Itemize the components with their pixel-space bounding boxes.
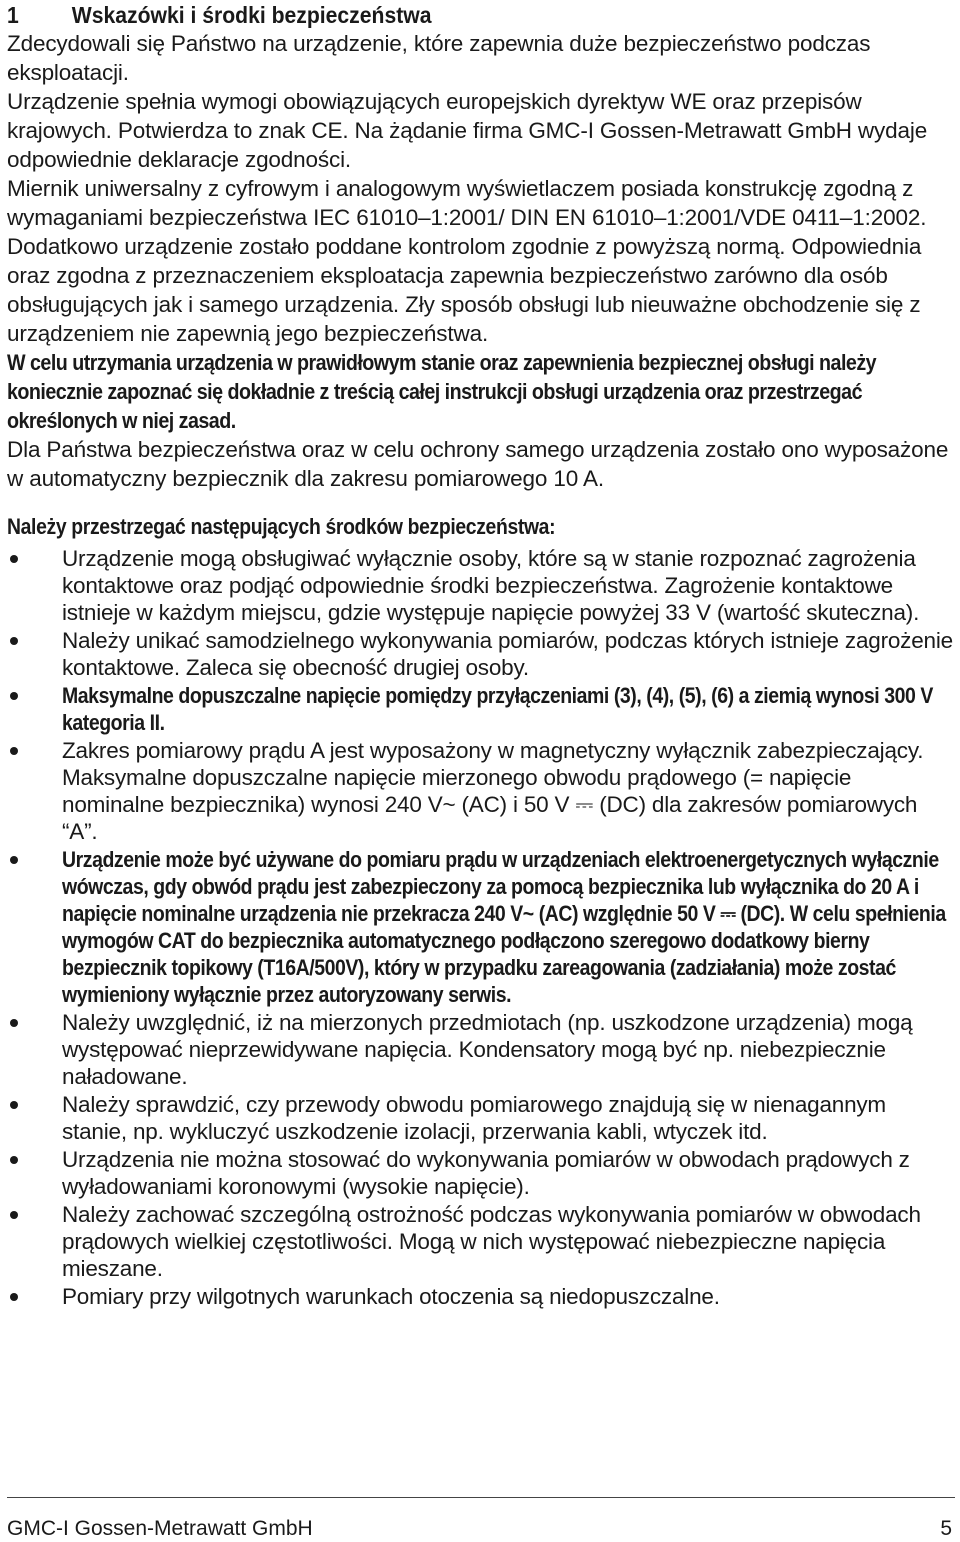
measures-heading: Należy przestrzegać następujących środków bezpieczeństwa:: [7, 514, 556, 539]
bullet-icon: [10, 1101, 18, 1109]
list-item-text: Maksymalne dopuszczalne napięcie pomiędzy przyłączeniami (3), (4), (5), (6) a ziemią wynosi 300 V kategoria II.: [62, 683, 933, 735]
list-item: [7, 737, 955, 845]
list-item: [7, 1091, 955, 1145]
list-item-text: Pomiary przy wilgotnych warunkach otoczenia są niedopuszczalne.: [62, 1284, 720, 1309]
bullet-icon: [10, 1211, 18, 1219]
bullet-icon: [10, 637, 18, 645]
list-item-text: Zakres pomiarowy prądu A jest wyposażony w magnetyczny wyłącznik zabezpieczający. Maksymalne dopuszczalne napięcie mierzonego obwodu prądowego (= napięcie nominalne bezpiecznika) wynosi 240 V~ (AC) i 50 V ⎓ (DC) dla zakresów pomiarowych “A”.: [62, 738, 924, 844]
intro-paragraph-ce: Urządzenie spełnia wymogi obowiązujących europejskich dyrektyw WE oraz przepisów krajowych. Potwierdza to znak CE. Na żądanie firma GMC-I Gossen-Metrawatt GmbH wydaje odpowiednie deklaracje zgodności.: [7, 89, 928, 172]
intro-paragraph-standard: Miernik uniwersalny z cyfrowym i analogowym wyświetlaczem posiada konstrukcję zgodną z wymaganiami bezpieczeństwa IEC 61010–1:2001/ DIN EN 61010–1:2001/VDE 0411–1:2002. Dodatkowo urządzenie zostało poddane kontrolom zgodnie z powyższą normą. Odpowiednia oraz zgodna z przeznaczeniem eksploatacja zapewnia bezpieczeństwo zarówno dla osób obsługujących jak i samego urządzenia. Zły sposób obsługi lub nieuważne obchodzenie się z urządzeniem nie zapewnią jego bezpieczeństwa.: [7, 176, 927, 346]
bullet-icon: [10, 555, 18, 563]
bullet-icon: [10, 1019, 18, 1027]
intro-block: [7, 29, 955, 493]
intro-paragraph-fuse: Dla Państwa bezpieczeństwa oraz w celu ochrony samego urządzenia zostało ono wyposażone w automatyczny bezpiecznik dla zakresu pomiarowego 10 A.: [7, 437, 949, 491]
list-item: [7, 1009, 955, 1090]
bullet-icon: [10, 1156, 18, 1164]
page-number: 5: [940, 1517, 952, 1540]
list-item: [7, 627, 955, 681]
intro-paragraph-warning: W celu utrzymania urządzenia w prawidłowym stanie oraz zapewnienia bezpiecznej obsługi należy koniecznie zapoznać się dokładnie z treścią całej instrukcji obsługi urządzenia oraz przestrzegać określonych w niej zasad.: [7, 350, 877, 433]
list-item: [7, 682, 955, 736]
list-item-text: Urządzenie może być używane do pomiaru prądu w urządzeniach elektroenergetycznych wyłącznie wówczas, gdy obwód prądu jest zabezpieczony za pomocą bezpiecznika lub wyłącznika do 20 A i napięcie nominalne urządzenia nie przekracza 240 V~ (AC) względnie 50 V ⎓ (DC). W celu spełnienia wymogów CAT do bezpiecznika automatycznego podłączono szeregowo dodatkowy bierny bezpiecznik topikowy (T16A/500V), który w przypadku zareagowania (zadziałania) może zostać wymieniony wyłącznie przez autoryzowany serwis.: [62, 847, 946, 1007]
section-title: Wskazówki i środki bezpieczeństwa: [71, 2, 432, 28]
list-item-text: Należy sprawdzić, czy przewody obwodu pomiarowego znajdują się w nienagannym stanie, np. wykluczyć uszkodzenie izolacji, przerwania kabli, wtyczek itd.: [62, 1092, 886, 1144]
list-item-text: Należy zachować szczególną ostrożność podczas wykonywania pomiarów w obwodach prądowych wielkiej częstotliwości. Mogą w nich występować niebezpieczne napięcia mieszane.: [62, 1202, 921, 1281]
list-item: [7, 1146, 955, 1200]
list-item-text: Urządzenie mogą obsługiwać wyłącznie osoby, które są w stanie rozpoznać zagrożenia kontaktowe oraz podjąć odpowiednie środki bezpieczeństwa. Zagrożenie kontaktowe istnieje w każdym miejscu, gdzie występuje napięcie powyżej 33 V (wartość skuteczna).: [62, 546, 920, 625]
bullet-icon: [10, 747, 18, 755]
list-item: [7, 1283, 955, 1310]
list-item-text: Należy uwzględnić, iż na mierzonych przedmiotach (np. uszkodzone urządzenia) mogą występować nieprzewidywane napięcia. Kondensatory mogą być np. niebezpiecznie naładowane.: [62, 1010, 913, 1089]
list-item: [7, 846, 955, 1008]
section-number: 1: [7, 2, 19, 28]
footer-company: GMC-I Gossen-Metrawatt GmbH: [7, 1517, 313, 1540]
list-item-text: Urządzenia nie można stosować do wykonywania pomiarów w obwodach prądowych z wyładowaniami koronowymi (wysokie napięcie).: [62, 1147, 910, 1199]
safety-measures-list: [7, 545, 955, 1310]
bullet-icon: [10, 692, 18, 700]
document-page: [7, 0, 955, 1311]
list-item: [7, 1201, 955, 1282]
intro-paragraph-choice: Zdecydowali się Państwo na urządzenie, które zapewnia duże bezpieczeństwo podczas eksploatacji.: [7, 31, 871, 85]
list-item: [7, 545, 955, 626]
bullet-icon: [10, 856, 18, 864]
section-heading: [7, 0, 860, 29]
list-item-text: Należy unikać samodzielnego wykonywania pomiarów, podczas których istnieje zagrożenie kontaktowe. Zaleca się obecność drugiej osoby.: [62, 628, 953, 680]
footer-divider: [7, 1497, 955, 1498]
bullet-icon: [10, 1293, 18, 1301]
